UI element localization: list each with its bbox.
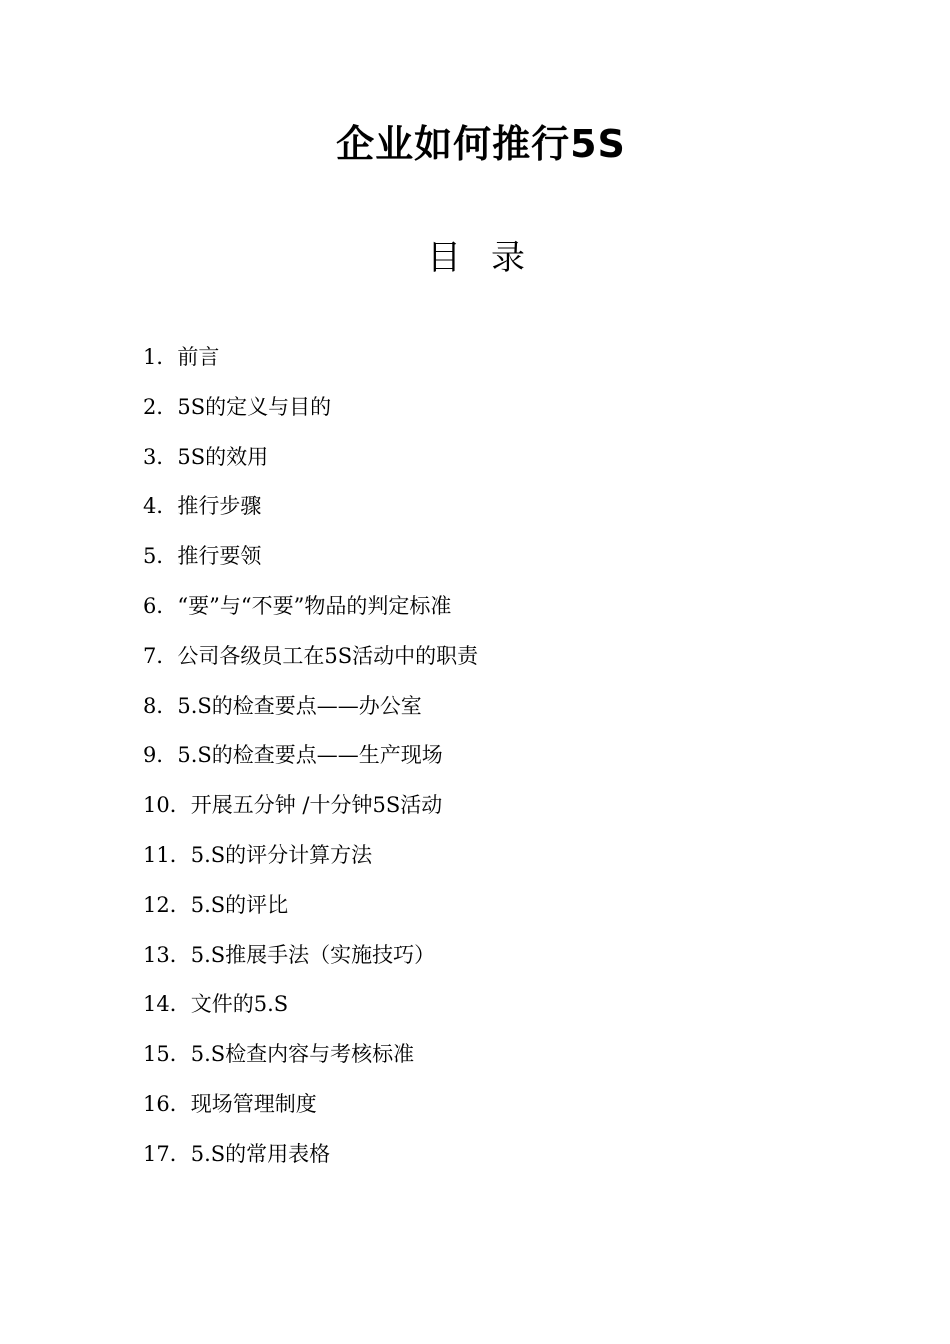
toc-item-text: 5S的定义与目的 [177, 394, 332, 419]
toc-item-text: 5.S的评分计算方法 [190, 842, 373, 867]
toc-item[interactable] [143, 687, 478, 737]
toc-item-text: 前言 [177, 345, 220, 369]
toc-item-number: 10． [143, 793, 191, 818]
toc-item-number: 2． [143, 394, 178, 419]
toc-item-number: 16． [143, 1091, 191, 1116]
toc-item-text: 推行步骤 [177, 494, 262, 519]
toc-item-number: 13． [143, 942, 191, 967]
toc-item-text: 5.S推展手法（实施技巧） [190, 942, 436, 967]
toc-item-number: 17． [143, 1141, 191, 1166]
document-title: 企业如何推行5S [336, 122, 626, 166]
toc-heading-char-1: 目 [427, 238, 461, 278]
toc-item-number: 8． [143, 693, 178, 718]
toc-item[interactable] [143, 1085, 478, 1135]
toc-item[interactable] [143, 985, 478, 1035]
toc-item[interactable] [143, 1035, 478, 1085]
toc-item[interactable] [143, 836, 478, 886]
toc-item[interactable] [143, 587, 478, 637]
toc-item-number: 9． [143, 743, 178, 768]
toc-item[interactable] [143, 786, 478, 836]
toc-item-text: 现场管理制度 [190, 1091, 317, 1116]
toc-item-number: 7． [143, 643, 178, 668]
toc-item-number: 1． [143, 345, 178, 369]
toc-item[interactable] [143, 388, 478, 438]
toc-item-text: 公司各级员工在5S活动中的职责 [177, 643, 479, 668]
toc-item-number: 3． [143, 444, 178, 469]
table-of-contents [143, 338, 478, 1185]
toc-item-text: 5.S的检查要点——办公室 [177, 693, 422, 718]
toc-item[interactable] [143, 537, 478, 587]
toc-item[interactable] [143, 438, 478, 488]
toc-item-text: 5.S的评比 [190, 892, 289, 917]
toc-item-number: 4． [143, 494, 178, 519]
toc-item-text: 推行要领 [177, 544, 262, 569]
toc-item-text: 开展五分钟 /十分钟5S活动 [190, 793, 443, 818]
toc-item-text: “要”与“不要”物品的判定标准 [177, 593, 452, 618]
toc-heading [0, 232, 950, 284]
toc-item-number: 12． [143, 892, 191, 917]
toc-item-number: 15． [143, 1042, 191, 1067]
toc-item[interactable] [143, 1135, 478, 1185]
toc-item[interactable] [143, 936, 478, 986]
toc-item-text: 5.S的常用表格 [190, 1141, 331, 1166]
toc-item[interactable] [143, 736, 478, 786]
toc-item[interactable] [143, 886, 478, 936]
toc-item-number: 14． [143, 992, 191, 1017]
toc-item-number: 11． [143, 842, 191, 867]
toc-item[interactable] [143, 338, 478, 388]
toc-item-text: 5.S检查内容与考核标准 [190, 1042, 415, 1067]
toc-item-number: 5． [143, 544, 178, 569]
toc-item-text: 文件的5.S [190, 992, 289, 1017]
toc-heading-char-2: 录 [491, 238, 525, 278]
toc-item[interactable] [143, 637, 478, 687]
toc-item-text: 5.S的检查要点——生产现场 [177, 743, 443, 768]
toc-item-text: 5S的效用 [177, 444, 269, 469]
toc-item[interactable] [143, 487, 478, 537]
toc-item-number: 6． [143, 593, 178, 618]
